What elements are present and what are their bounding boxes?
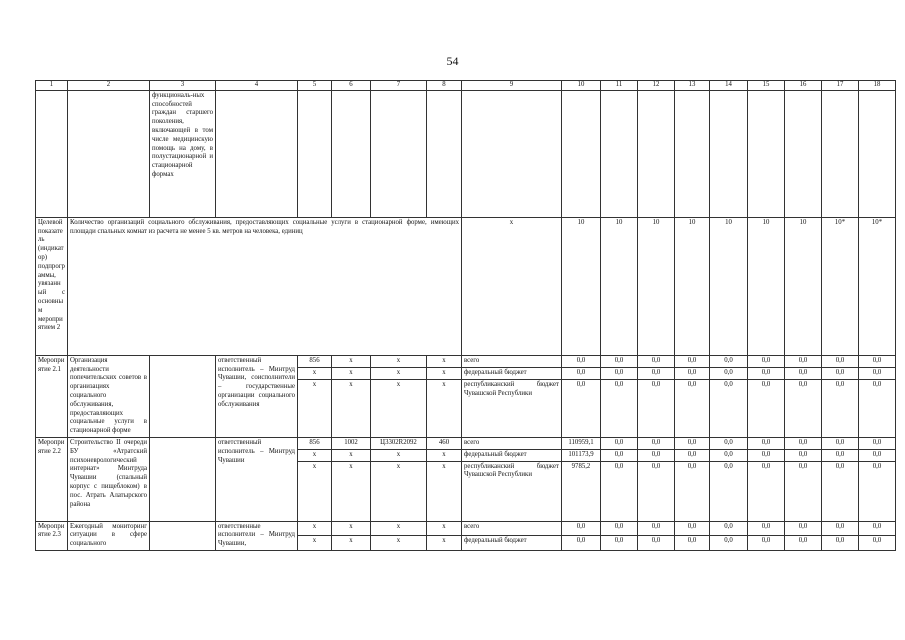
cell-value: 0,0 [562, 379, 601, 437]
cell-value: 0,0 [859, 536, 896, 551]
measure-2-1-row-total [36, 355, 896, 367]
cell-value: 9785,2 [562, 461, 601, 521]
cell-value: 0,0 [748, 367, 785, 379]
cell-value: 0,0 [710, 437, 748, 449]
cell-target-article: х [371, 461, 427, 521]
cell-value: 0,0 [710, 461, 748, 521]
cell-source: федеральный бюджет [462, 536, 562, 551]
measure-responsible: ответственные исполнители – Минтруд Чувашии, [216, 521, 298, 550]
measure-responsible: ответственный исполнитель – Минтруд Чувашии [216, 437, 298, 521]
header-cell: 8 [427, 81, 462, 91]
cell-value: 0,0 [562, 536, 601, 551]
cell-value: 0,0 [748, 449, 785, 461]
header-cell: 14 [710, 81, 748, 91]
cell-value: 0,0 [748, 521, 785, 536]
cell-value: 0,0 [710, 355, 748, 367]
continuation-text: функциональ-ных способностей граждан старшего поколения, включающей в том числе медицинскую помощь на дому, в полустационарной и стационарной формах [150, 90, 216, 217]
cell-grbs: 856 [298, 437, 332, 449]
header-cell: 12 [638, 81, 675, 91]
cell-value: 0,0 [785, 355, 822, 367]
header-cell: 7 [371, 81, 427, 91]
cell-grbs: х [298, 449, 332, 461]
cell-section: 1002 [332, 437, 371, 449]
cell-value: 0,0 [638, 437, 675, 449]
cell-source: республиканский бюджет Чувашской Республики [462, 379, 562, 437]
cell-source: республиканский бюджет Чувашской Республики [462, 461, 562, 521]
cell-value: 110959,1 [562, 437, 601, 449]
cell-source: всего [462, 355, 562, 367]
cell-value: 0,0 [562, 521, 601, 536]
cell-value: 0,0 [601, 449, 638, 461]
indicator-value: 10 [710, 217, 748, 355]
header-cell: 15 [748, 81, 785, 91]
cell-value: 0,0 [601, 379, 638, 437]
cell-value: 0,0 [785, 449, 822, 461]
cell-section: х [332, 461, 371, 521]
page-number: 54 [446, 54, 459, 68]
cell-value: 0,0 [859, 437, 896, 449]
cell-value: 0,0 [638, 536, 675, 551]
cell-section: х [332, 355, 371, 367]
cell-grbs: х [298, 379, 332, 437]
cell-target-article: Ц3302R2092 [371, 437, 427, 449]
measure-2-3-row-total [36, 521, 896, 536]
indicator-col9: х [462, 217, 562, 355]
header-cell: 1 [36, 81, 68, 91]
measure-label: Мероприятие 2.2 [36, 437, 68, 521]
cell-value: 0,0 [748, 461, 785, 521]
cell-expense-group: 460 [427, 437, 462, 449]
cell-source: всего [462, 437, 562, 449]
cell-section: х [332, 536, 371, 551]
measure-name: Организация деятельности попечительских советов в организациях социального обслуживания, предоставляющих социальные услуги в стационарной форме [68, 355, 150, 437]
header-cell: 17 [822, 81, 859, 91]
cell-source: всего [462, 521, 562, 536]
cell-grbs: х [298, 461, 332, 521]
indicator-value: 10 [675, 217, 710, 355]
header-cell: 5 [298, 81, 332, 91]
cell-value: 0,0 [638, 449, 675, 461]
cell-value: 0,0 [675, 449, 710, 461]
cell-value: 0,0 [638, 521, 675, 536]
cell-value: 0,0 [638, 355, 675, 367]
cell-value: 0,0 [822, 437, 859, 449]
cell-value: 0,0 [675, 437, 710, 449]
cell-value: 0,0 [710, 367, 748, 379]
cell-value: 0,0 [601, 355, 638, 367]
cell-value: 0,0 [638, 367, 675, 379]
cell-expense-group: х [427, 536, 462, 551]
cell-value: 0,0 [859, 355, 896, 367]
cell-value: 0,0 [748, 536, 785, 551]
cell-value: 0,0 [785, 379, 822, 437]
indicator-row [36, 217, 896, 355]
cell-target-article: х [371, 536, 427, 551]
cell-expense-group: х [427, 367, 462, 379]
cell-value: 0,0 [822, 536, 859, 551]
header-cell: 3 [150, 81, 216, 91]
cell-value: 0,0 [785, 437, 822, 449]
cell-target-article: х [371, 367, 427, 379]
cell-value: 0,0 [638, 379, 675, 437]
indicator-value: 10* [822, 217, 859, 355]
measure-label: Мероприятие 2.1 [36, 355, 68, 437]
cell-value: 0,0 [822, 355, 859, 367]
cell-value: 0,0 [785, 461, 822, 521]
cell-value: 0,0 [748, 355, 785, 367]
cell-target-article: х [371, 521, 427, 536]
cell-expense-group: х [427, 379, 462, 437]
cell-value: 0,0 [859, 449, 896, 461]
cell-value: 0,0 [859, 521, 896, 536]
indicator-value: 10 [638, 217, 675, 355]
cell-value: 0,0 [601, 367, 638, 379]
cell-value: 0,0 [675, 461, 710, 521]
cell-grbs: х [298, 536, 332, 551]
cell-expense-group: х [427, 521, 462, 536]
header-cell: 6 [332, 81, 371, 91]
program-table [35, 80, 896, 551]
cell-value: 0,0 [562, 367, 601, 379]
cell-value: 0,0 [601, 461, 638, 521]
cell-section: х [332, 367, 371, 379]
measure-name: Ежегодный мониторинг ситуации в сфере социального [68, 521, 150, 550]
cell-grbs: х [298, 367, 332, 379]
cell-value: 0,0 [675, 367, 710, 379]
measure-name: Строительство II очереди БУ «Атратский психоневрологический интернат» Минтруда Чувашии (спальный корпус с пищеблоком) в пос. Атрать Алатырского района [68, 437, 150, 521]
cell-value: 0,0 [859, 367, 896, 379]
cell-value: 0,0 [710, 536, 748, 551]
header-cell: 11 [601, 81, 638, 91]
cell-value: 0,0 [822, 367, 859, 379]
indicator-label: Целевой показатель (индикатор) подпрограммы, увязанный с основным мероприятием 2 [36, 217, 68, 355]
cell-value: 0,0 [710, 449, 748, 461]
indicator-value: 10 [785, 217, 822, 355]
indicator-value: 10 [748, 217, 785, 355]
cell-value: 0,0 [562, 355, 601, 367]
cell-expense-group: х [427, 461, 462, 521]
cell-value: 0,0 [601, 437, 638, 449]
cell-value: 0,0 [785, 521, 822, 536]
cell-value: 101173,9 [562, 449, 601, 461]
measure-responsible: ответственный исполнитель – Минтруд Чувашии, соисполнители – государственные организации социального обслуживания [216, 355, 298, 437]
cell-value: 0,0 [822, 521, 859, 536]
indicator-value: 10 [562, 217, 601, 355]
cell-value: 0,0 [710, 521, 748, 536]
cell-value: 0,0 [638, 461, 675, 521]
cell-value: 0,0 [601, 536, 638, 551]
cell-target-article: х [371, 449, 427, 461]
indicator-text: Количество организаций социального обслуживания, предоставляющих социальные услуги в стационарной форме, имеющих площади спальных комнат из расчета не менее 5 кв. метров на человека, единиц [68, 217, 462, 355]
cell-value: 0,0 [748, 437, 785, 449]
indicator-value: 10 [601, 217, 638, 355]
cell-value: 0,0 [859, 461, 896, 521]
cell-expense-group: х [427, 449, 462, 461]
cell-section: х [332, 379, 371, 437]
indicator-value: 10* [859, 217, 896, 355]
cell-value: 0,0 [675, 521, 710, 536]
cell-value: 0,0 [822, 461, 859, 521]
header-cell: 10 [562, 81, 601, 91]
header-cell: 2 [68, 81, 150, 91]
cell-target-article: х [371, 355, 427, 367]
cell-section: х [332, 521, 371, 536]
cell-section: х [332, 449, 371, 461]
cell-value: 0,0 [748, 379, 785, 437]
cell-value: 0,0 [785, 367, 822, 379]
header-cell: 18 [859, 81, 896, 91]
cell-grbs: 856 [298, 355, 332, 367]
cell-value: 0,0 [675, 355, 710, 367]
cell-value: 0,0 [822, 379, 859, 437]
continuation-row [36, 90, 896, 217]
cell-target-article: х [371, 379, 427, 437]
cell-grbs: х [298, 521, 332, 536]
header-cell: 16 [785, 81, 822, 91]
cell-expense-group: х [427, 355, 462, 367]
header-row [36, 81, 896, 91]
measure-label: Мероприятие 2.3 [36, 521, 68, 550]
cell-value: 0,0 [859, 379, 896, 437]
cell-source: федеральный бюджет [462, 367, 562, 379]
header-cell: 9 [462, 81, 562, 91]
cell-value: 0,0 [675, 379, 710, 437]
cell-value: 0,0 [822, 449, 859, 461]
cell-value: 0,0 [675, 536, 710, 551]
cell-source: федеральный бюджет [462, 449, 562, 461]
cell-value: 0,0 [601, 521, 638, 536]
cell-value: 0,0 [785, 536, 822, 551]
cell-value: 0,0 [710, 379, 748, 437]
measure-2-2-row-total [36, 437, 896, 449]
header-cell: 4 [216, 81, 298, 91]
header-cell: 13 [675, 81, 710, 91]
